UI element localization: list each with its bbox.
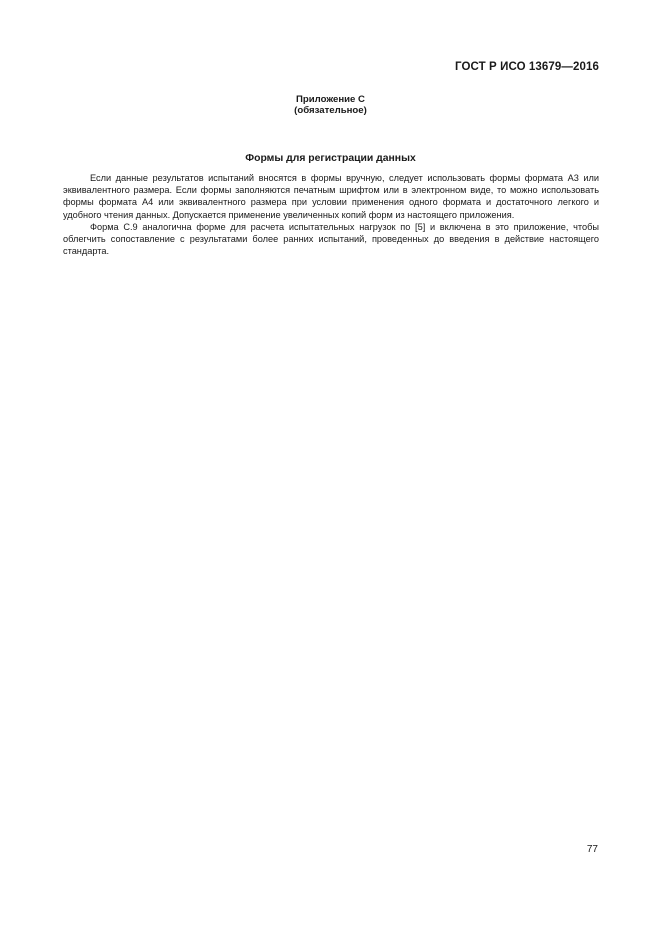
paragraph-1: Если данные результатов испытаний вносятся в формы вручную, следует использовать формы формата А3 или эквивалентного размера. Если формы заполняются печатным шрифтом или в электронном виде, то можно использовать формы формата А4 или эквивалентного размера при условии применения одного формата и достаточного легкого и удобного чтения данных. Допускается применение увеличенных копий форм из настоящего приложения. — [63, 173, 599, 220]
standard-code-header: ГОСТ Р ИСО 13679—2016 — [454, 61, 599, 73]
paragraph-2: Форма С.9 аналогична форме для расчета испытательных нагрузок по [5] и включена в это приложение, чтобы облегчить сопоставление с результатами более ранних испытаний, проведенных до введения в действие настоящего стандарта. — [63, 221, 599, 257]
annex-heading — [0, 94, 661, 116]
annex-title: Приложение С — [296, 94, 365, 105]
annex-status: (обязательное) — [294, 105, 367, 116]
section-title: Формы для регистрации данных — [245, 153, 416, 164]
body-text — [63, 172, 599, 257]
page-number: 77 — [586, 844, 598, 855]
